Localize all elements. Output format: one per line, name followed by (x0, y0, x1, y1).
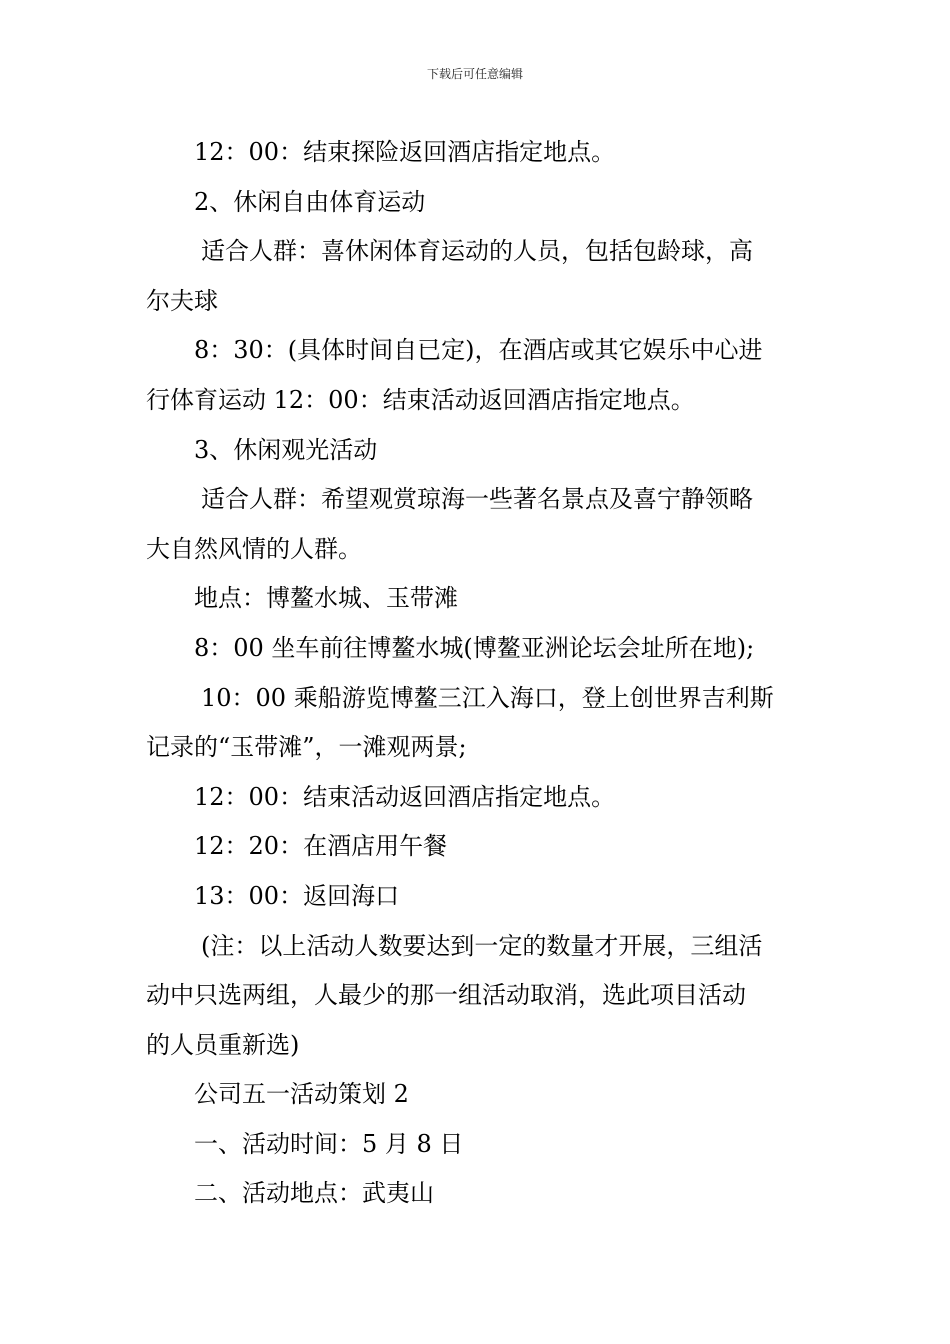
paragraph-line: (注：以上活动人数要达到一定的数量才开展，三组活 (201, 931, 763, 960)
paragraph-line: 13：00：返回海口 (194, 881, 400, 910)
document-body (146, 128, 806, 1219)
paragraph-line: 大自然风情的人群。 (146, 534, 362, 563)
paragraph-line: 8：30：(具体时间自已定)，在酒店或其它娱乐中心进 (194, 336, 763, 365)
paragraph-line: 12：20：在酒店用午餐 (194, 832, 448, 861)
paragraph-line: 记录的“玉带滩”，一滩观两景; (146, 733, 467, 762)
paragraph-line: 二、活动地点：武夷山 (194, 1179, 434, 1208)
paragraph-line: 的人员重新选) (146, 1030, 300, 1059)
page-header-note: 下载后可任意编辑 (426, 67, 523, 81)
paragraph-line: 10：00 乘船游览博鳌三江入海口，登上创世界吉利斯 (201, 683, 774, 712)
section-heading: 2、休闲自由体育运动 (194, 187, 426, 216)
paragraph-line: 一、活动时间：5 月 8 日 (194, 1129, 464, 1158)
paragraph-line: 8：00 坐车前往博鳌水城(博鳌亚洲论坛会址所在地); (194, 633, 755, 662)
paragraph-line: 12：00：结束活动返回酒店指定地点。 (194, 782, 616, 811)
paragraph-line: 适合人群：希望观赏琼海一些著名景点及喜宁静领略 (201, 485, 753, 514)
section-title: 公司五一活动策划 2 (194, 1080, 409, 1109)
paragraph-line: 地点：博鳌水城、玉带滩 (194, 584, 458, 613)
paragraph-line: 尔夫球 (146, 286, 218, 315)
paragraph-line: 12：00：结束探险返回酒店指定地点。 (194, 138, 616, 166)
section-heading: 3、休闲观光活动 (194, 435, 378, 464)
paragraph-line: 适合人群：喜休闲体育运动的人员，包括包龄球，高 (201, 237, 753, 266)
paragraph-line: 行体育运动 12：00：结束活动返回酒店指定地点。 (146, 385, 695, 414)
paragraph-line: 动中只选两组，人最少的那一组活动取消，选此项目活动 (146, 981, 746, 1010)
